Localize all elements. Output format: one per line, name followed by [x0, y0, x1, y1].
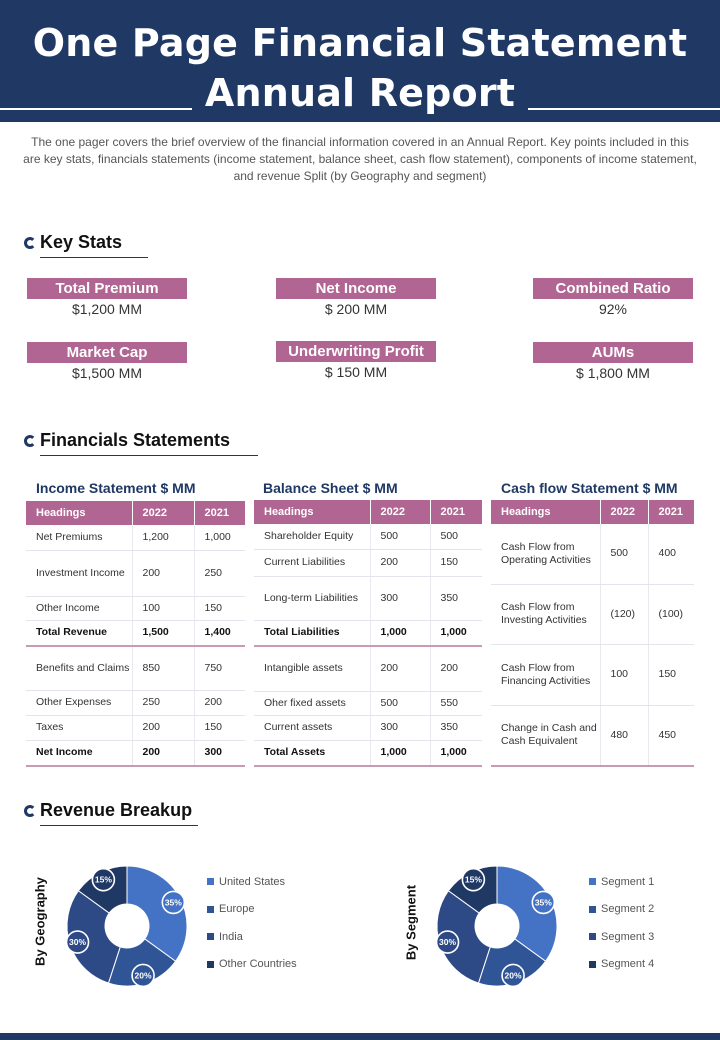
table-cell: 200 — [370, 646, 430, 691]
legend-item — [589, 896, 654, 924]
table-cell: Total Liabilities — [254, 620, 370, 646]
legend-item — [589, 951, 654, 979]
slice-percent-label: 15% — [464, 874, 482, 885]
slice-percent-label: 30% — [69, 937, 87, 948]
table-cell: Current assets — [254, 715, 370, 740]
stat-net-income — [276, 278, 436, 317]
col-header: Headings — [254, 500, 370, 524]
table-row — [254, 646, 482, 691]
title-line-1: One Page Financial Statement — [32, 21, 688, 65]
col-header: 2021 — [194, 501, 245, 525]
table-row — [254, 691, 482, 715]
table-cell: 100 — [132, 596, 194, 620]
col-header: Headings — [491, 500, 600, 524]
stat-value: $1,200 MM — [71, 301, 143, 317]
by-geography-label: By Geography — [32, 877, 48, 966]
table-cell: Taxes — [26, 715, 132, 740]
slice-percent-label: 35% — [164, 897, 182, 908]
legend-label: Segment 1 — [601, 875, 655, 888]
table-cell: 350 — [430, 715, 482, 740]
col-header: 2021 — [648, 500, 694, 524]
legend-label: United States — [219, 875, 286, 888]
legend-item — [589, 923, 654, 951]
table-row — [254, 576, 482, 620]
section-bullet-icon — [24, 237, 36, 249]
segment-legend — [589, 868, 654, 978]
income-statement-table — [26, 501, 245, 767]
table-cell: 200 — [370, 549, 430, 576]
table-header-row — [26, 501, 245, 525]
header-divider-right — [528, 108, 720, 110]
table-row — [491, 705, 694, 766]
table-row-total — [26, 620, 245, 646]
table-cell: (100) — [648, 584, 694, 644]
stat-label: AUMs — [533, 342, 693, 363]
legend-swatch — [207, 933, 214, 940]
table-cell: 200 — [132, 715, 194, 740]
table-cell: 250 — [194, 550, 245, 596]
table-cell: 250 — [132, 690, 194, 715]
table-cell: 500 — [430, 524, 482, 549]
stat-total-premium — [27, 278, 187, 317]
table-cell: Other Income — [26, 596, 132, 620]
table-cell: 550 — [430, 691, 482, 715]
legend-label: Other Countries — [219, 958, 297, 971]
legend-swatch — [589, 933, 596, 940]
table-cell: Intangible assets — [254, 646, 370, 691]
table-cell: 150 — [648, 644, 694, 705]
legend-label: Segment 4 — [601, 958, 655, 971]
title-line-2: Annual Report — [204, 71, 516, 115]
table-cell: 150 — [194, 596, 245, 620]
table-cell: Shareholder Equity — [254, 524, 370, 549]
table-cell: 100 — [600, 644, 648, 705]
footer-bar — [0, 1033, 720, 1040]
table-cell: 1,200 — [132, 525, 194, 550]
table-cell: Oher fixed assets — [254, 691, 370, 715]
table-cell: 200 — [132, 740, 194, 766]
financials-heading — [40, 430, 230, 451]
key-stats-heading — [40, 232, 122, 253]
table-cell: 500 — [370, 524, 430, 549]
table-row — [26, 550, 245, 596]
table-cell: Long-term Liabilities — [254, 576, 370, 620]
legend-item — [207, 951, 297, 979]
table-cell: 1,500 — [132, 620, 194, 646]
legend-swatch — [589, 878, 596, 885]
table-cell: 300 — [194, 740, 245, 766]
table-cell: Cash Flow from Investing Activities — [491, 584, 600, 644]
table-row — [254, 715, 482, 740]
revenue-underline — [40, 825, 198, 826]
legend-swatch — [207, 961, 214, 968]
stat-aums — [533, 342, 693, 381]
table-cell: Current Liabilities — [254, 549, 370, 576]
table-row — [26, 525, 245, 550]
table-cell: Total Revenue — [26, 620, 132, 646]
table-cell: Investment Income — [26, 550, 132, 596]
table-cell: 300 — [370, 715, 430, 740]
table-cell: Cash Flow from Operating Activities — [491, 524, 600, 584]
table-row — [491, 584, 694, 644]
legend-swatch — [207, 878, 214, 885]
table-row-total — [254, 620, 482, 646]
legend-label: Segment 3 — [601, 930, 655, 943]
col-header: 2022 — [132, 501, 194, 525]
table-cell: 1,000 — [370, 620, 430, 646]
stat-market-cap — [27, 342, 187, 381]
stat-value: 92% — [598, 301, 628, 317]
table-cell: 1,000 — [194, 525, 245, 550]
table-cell: 1,000 — [370, 740, 430, 766]
table-cell: 200 — [194, 690, 245, 715]
legend-swatch — [589, 906, 596, 913]
stat-underwriting-profit — [276, 341, 436, 380]
legend-item — [207, 896, 297, 924]
slice-percent-label: 30% — [439, 937, 457, 948]
col-header: Headings — [26, 501, 132, 525]
slice-percent-label: 15% — [94, 874, 112, 885]
table-cell: Total Assets — [254, 740, 370, 766]
table-cell: 450 — [648, 705, 694, 766]
stat-value: $1,500 MM — [71, 365, 143, 381]
table-cell: (120) — [600, 584, 648, 644]
table-row — [254, 549, 482, 576]
table-row — [26, 715, 245, 740]
table-cell: 400 — [648, 524, 694, 584]
revenue-title: Revenue Breakup — [40, 800, 193, 820]
geography-legend — [207, 868, 297, 978]
legend-item — [207, 868, 297, 896]
table-cell: Benefits and Claims — [26, 646, 132, 690]
table-cell: 200 — [430, 646, 482, 691]
legend-item — [589, 868, 654, 896]
table-cell: 850 — [132, 646, 194, 690]
header-divider-left — [0, 108, 192, 110]
stat-label: Combined Ratio — [533, 278, 693, 299]
stat-combined-ratio — [533, 278, 693, 317]
stat-value: $ 1,800 MM — [576, 365, 650, 381]
table-row — [491, 644, 694, 705]
segment-donut-chart — [417, 846, 577, 1006]
cash-flow-table — [491, 500, 694, 767]
table-cell: 500 — [370, 691, 430, 715]
table-cell: 150 — [194, 715, 245, 740]
stat-value: $ 200 MM — [324, 301, 388, 317]
legend-swatch — [207, 906, 214, 913]
key-stats-title: Key Stats — [40, 232, 123, 252]
stat-label: Market Cap — [27, 342, 187, 363]
key-stats-underline — [40, 257, 148, 258]
table-header-row — [254, 500, 482, 524]
cash-flow-title: Cash flow Statement $ MM — [501, 480, 678, 496]
slice-percent-label: 20% — [504, 970, 522, 981]
income-statement-title: Income Statement $ MM — [36, 480, 196, 496]
stat-label: Total Premium — [27, 278, 187, 299]
table-cell: 480 — [600, 705, 648, 766]
table-header-row — [491, 500, 694, 524]
page-title — [0, 18, 720, 118]
section-bullet-icon — [24, 435, 36, 447]
table-row — [26, 690, 245, 715]
table-cell: 1,000 — [430, 620, 482, 646]
col-header: 2022 — [600, 500, 648, 524]
slice-percent-label: 20% — [134, 970, 152, 981]
stat-value: $ 150 MM — [324, 364, 388, 380]
intro-paragraph: The one pager covers the brief overview of the financial information covered in an Annual Report. Key points included in this are key stats, financials statements (income statement, balance sheet, cash flow statement), components of income statement, and revenue Split (by Geography and segment) — [23, 135, 697, 183]
financials-title: Financials Statements — [40, 430, 231, 450]
table-cell: 750 — [194, 646, 245, 690]
table-row — [491, 524, 694, 584]
table-cell: 300 — [370, 576, 430, 620]
table-cell: Net Income — [26, 740, 132, 766]
table-row-total — [254, 740, 482, 766]
table-cell: 500 — [600, 524, 648, 584]
section-bullet-icon — [24, 805, 36, 817]
legend-label: India — [219, 930, 243, 943]
table-cell: 150 — [430, 549, 482, 576]
balance-sheet-title: Balance Sheet $ MM — [263, 480, 398, 496]
legend-swatch — [589, 961, 596, 968]
table-cell: 1,000 — [430, 740, 482, 766]
table-cell: Change in Cash and Cash Equivalent — [491, 705, 600, 766]
header-banner — [0, 0, 720, 122]
financials-underline — [40, 455, 258, 456]
stat-label: Net Income — [276, 278, 436, 299]
geography-donut-chart — [47, 846, 207, 1006]
table-cell: Net Premiums — [26, 525, 132, 550]
table-cell: 350 — [430, 576, 482, 620]
balance-sheet-table — [254, 500, 482, 767]
table-row-total — [26, 740, 245, 766]
table-cell: 1,400 — [194, 620, 245, 646]
table-cell: 200 — [132, 550, 194, 596]
by-segment-label: By Segment — [403, 884, 419, 961]
revenue-heading — [40, 800, 192, 821]
table-row — [26, 646, 245, 690]
table-row — [254, 524, 482, 549]
legend-label: Europe — [219, 903, 255, 916]
slice-percent-label: 35% — [534, 897, 552, 908]
stat-label: Underwriting Profit — [276, 341, 436, 362]
col-header: 2021 — [430, 500, 482, 524]
table-cell: Cash Flow from Financing Activities — [491, 644, 600, 705]
legend-item — [207, 923, 297, 951]
legend-label: Segment 2 — [601, 903, 655, 916]
table-cell: Other Expenses — [26, 690, 132, 715]
col-header: 2022 — [370, 500, 430, 524]
table-row — [26, 596, 245, 620]
